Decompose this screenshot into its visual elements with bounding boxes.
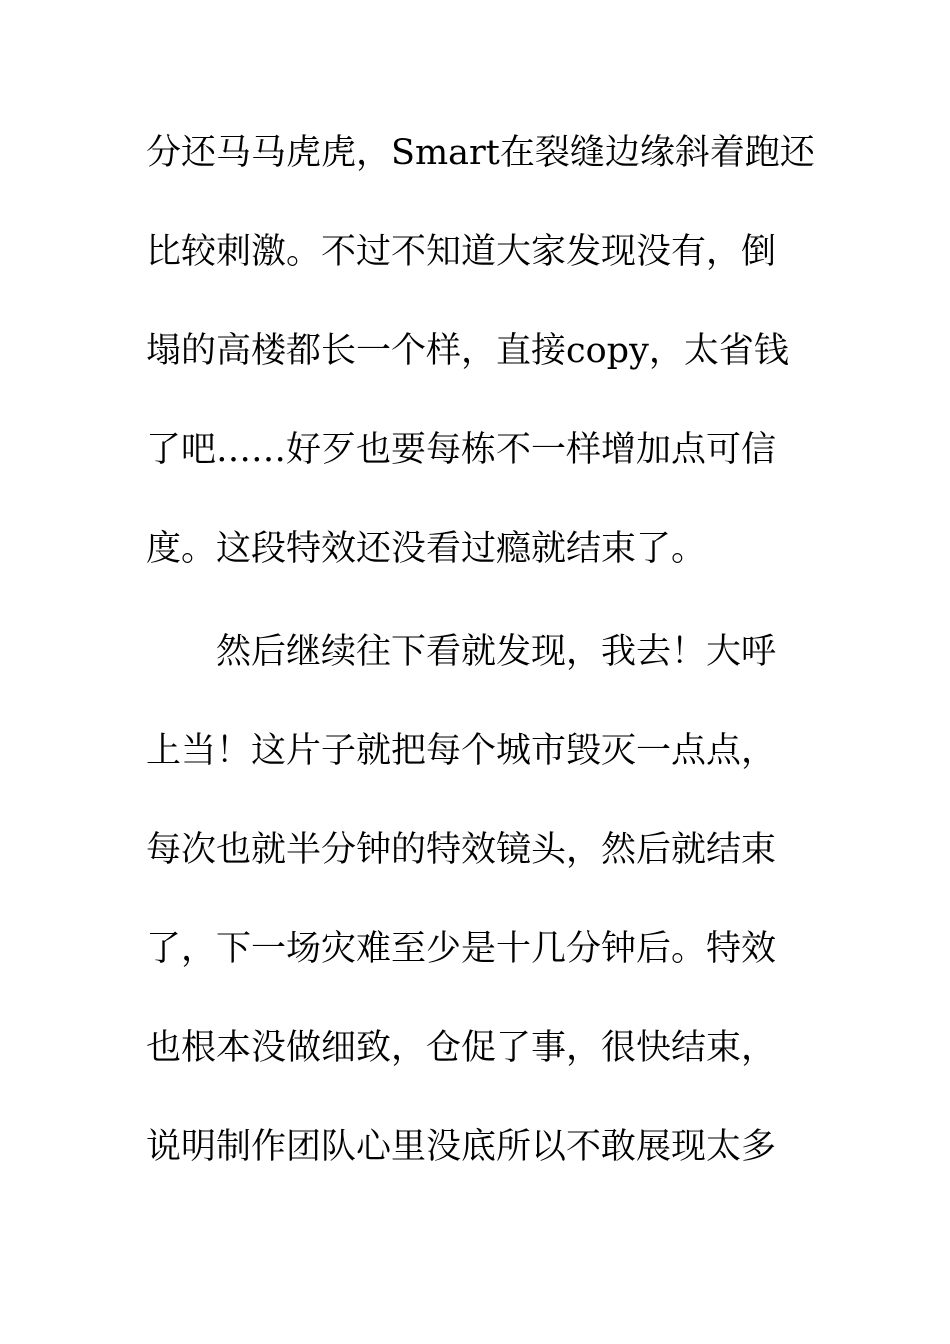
paragraph-line: 了吧……好歹也要每栋不一样增加点可信 xyxy=(146,430,777,470)
paragraph-line: 塌的高楼都长一个样，直接copy，太省钱 xyxy=(146,331,789,371)
paragraph-line: 然后继续往下看就发现，我去！大呼 xyxy=(216,632,777,672)
paragraph-line: 了，下一场灾难至少是十几分钟后。特效 xyxy=(146,929,777,969)
paragraph-line: 比较刺激。不过不知道大家发现没有，倒 xyxy=(146,232,777,272)
paragraph-line: 度。这段特效还没看过瘾就结束了。 xyxy=(146,529,707,569)
paragraph-line: 分还马马虎虎，Smart在裂缝边缘斜着跑还 xyxy=(146,133,815,173)
paragraph-line: 也根本没做细致，仓促了事，很快结束， xyxy=(146,1028,777,1068)
paragraph-line: 每次也就半分钟的特效镜头，然后就结束 xyxy=(146,830,777,870)
paragraph-line: 上当！这片子就把每个城市毁灭一点点， xyxy=(146,731,777,771)
paragraph-line: 说明制作团队心里没底所以不敢展现太多 xyxy=(146,1127,777,1167)
